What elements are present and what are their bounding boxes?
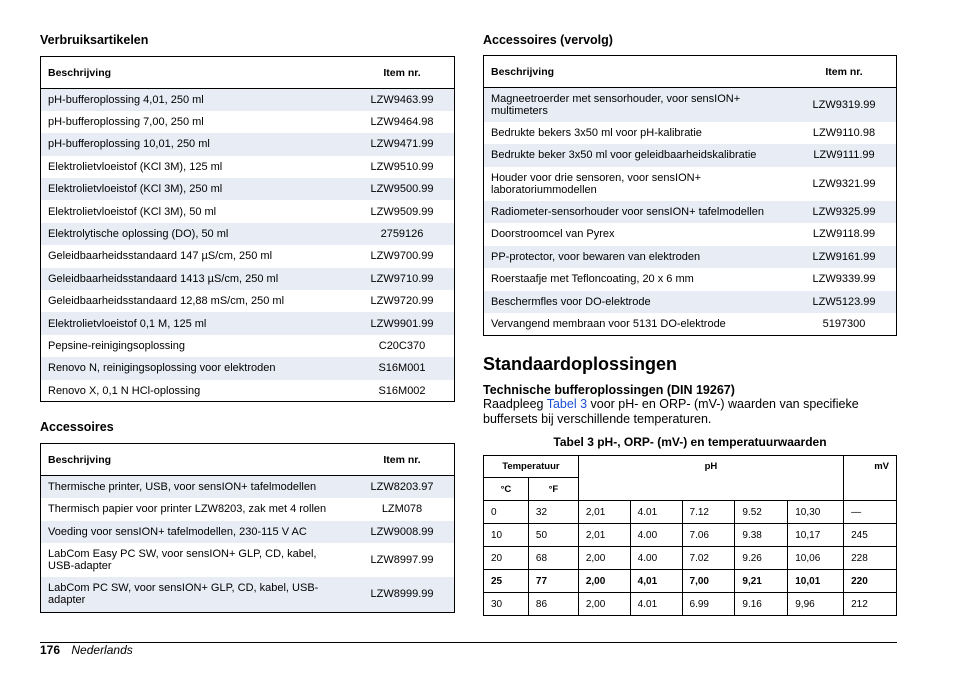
item-number: LZW9339.99 <box>812 273 876 286</box>
accessories-cont-body <box>484 88 897 336</box>
item-number: LZW9700.99 <box>370 250 434 263</box>
accessories-cont-table <box>483 55 897 336</box>
item-number: S16M002 <box>350 380 455 402</box>
ph-table-cell: 32 <box>528 501 578 524</box>
ph-table-row <box>484 547 897 570</box>
item-number: LZW9463.99 <box>370 93 434 106</box>
item-description: LabCom Easy PC SW, voor sensION+ GLP, CD, kabel, USB-adapter <box>48 548 317 572</box>
consumables-table <box>40 56 455 402</box>
table-row <box>41 245 455 267</box>
ph-table-cell: 7,00 <box>682 570 735 593</box>
item-description: LabCom PC SW, voor sensION+ GLP, CD, kabel, USB-adapter <box>41 577 351 612</box>
ph-table-cell: 20 <box>484 547 529 570</box>
accessories-table <box>40 443 455 613</box>
ph-table-cell: 9.26 <box>735 547 788 570</box>
ph-table-cell: 2,00 <box>578 570 630 593</box>
para-text-after: voor pH- en ORP- (mV-) waarden van specifieke buffersets bij verschillende temperaturen. <box>483 397 859 426</box>
ph-table-cell: 2,00 <box>578 547 630 570</box>
ph-table-cell: 4,01 <box>630 570 682 593</box>
ph-table-row <box>484 593 897 616</box>
ph-table-cell: 9,21 <box>735 570 788 593</box>
item-description: Magneetroerder met sensorhouder, voor sensION+ multimeters <box>491 92 741 117</box>
ph-table-cell: 10 <box>484 524 529 547</box>
item-number: LZM078 <box>381 503 423 516</box>
accessories-cont-heading: Accessoires (vervolg) <box>483 33 613 47</box>
table-row <box>484 291 897 314</box>
ph-table-cell: 4.00 <box>630 524 682 547</box>
ph-table-cell: 4.01 <box>630 593 682 616</box>
table-row <box>41 577 455 612</box>
item-number: C20C370 <box>378 339 426 352</box>
table-row <box>41 89 455 111</box>
ph-table-cell: 228 <box>844 547 897 570</box>
table-row <box>41 476 455 499</box>
item-description: pH-bufferoplossing 10,01, 250 ml <box>48 138 210 151</box>
table-header-row <box>41 57 455 89</box>
item-description: Doorstroomcel van Pyrex <box>491 228 615 241</box>
ph-table-cell: 9.38 <box>735 524 788 547</box>
item-number: LZW5123.99 <box>812 295 876 308</box>
item-number: LZW9111.99 <box>813 149 875 162</box>
table-row <box>484 144 897 167</box>
item-description: Renovo N, reinigingsoplossing voor elektroden <box>48 362 276 375</box>
item-number: LZW9319.99 <box>812 98 876 111</box>
ph-table-cell: 9.16 <box>735 593 788 616</box>
table-3-link[interactable]: Tabel 3 <box>546 397 588 411</box>
item-description: pH-bufferoplossing 4,01, 250 ml <box>48 93 204 106</box>
ph-table-row <box>484 570 897 593</box>
section-title: Standaardoplossingen <box>483 354 678 374</box>
col-item-header: Item nr. <box>792 56 897 88</box>
ph-table-row <box>484 524 897 547</box>
item-number: LZW9510.99 <box>370 160 434 173</box>
item-number: LZW9161.99 <box>812 250 876 263</box>
table-row <box>484 201 897 224</box>
table-row <box>484 223 897 246</box>
ph-table-cell: 4.00 <box>630 547 682 570</box>
table-row <box>41 178 455 200</box>
item-description: Thermische printer, USB, voor sensION+ tafelmodellen <box>48 481 317 493</box>
table-row <box>41 133 455 155</box>
item-number: LZW9901.99 <box>370 317 434 330</box>
ph-header: pH <box>578 456 843 501</box>
footer-language: Nederlands <box>71 643 133 657</box>
ph-table-cell: 25 <box>484 570 529 593</box>
para-text-before: Raadpleeg <box>483 397 547 411</box>
fahrenheit-header: °F <box>528 478 578 501</box>
item-description: Voeding voor sensION+ tafelmodellen, 230-115 V AC <box>48 525 307 538</box>
table-row <box>41 357 455 379</box>
ph-table-cell: 6.99 <box>682 593 735 616</box>
mv-header: mV <box>844 456 897 501</box>
item-description: Geleidbaarheidsstandaard 12,88 mS/cm, 250 ml <box>48 295 285 308</box>
ph-body <box>484 501 897 616</box>
ph-table <box>483 455 897 616</box>
item-description: Pepsine-reinigingsoplossing <box>48 339 185 352</box>
item-number: LZW8999.99 <box>350 577 455 612</box>
ph-table-cell: 7.06 <box>682 524 735 547</box>
col-description-header: Beschrijving <box>484 56 793 88</box>
ph-table-cell: 2,01 <box>578 501 630 524</box>
item-description: Elektrolietvloeistof 0,1 M, 125 ml <box>48 317 207 330</box>
ph-table-cell: — <box>844 501 897 524</box>
ph-table-cell: 7.12 <box>682 501 735 524</box>
col-item-header: Item nr. <box>350 57 455 89</box>
table-row <box>484 122 897 145</box>
table-row <box>484 268 897 291</box>
item-description: Elektrolietvloeistof (KCl 3M), 125 ml <box>48 160 223 173</box>
ph-table-cell: 212 <box>844 593 897 616</box>
item-description: PP-protector, voor bewaren van elektroden <box>491 250 701 263</box>
ph-table-cell: 30 <box>484 593 529 616</box>
ph-table-cell: 2,01 <box>578 524 630 547</box>
table-row <box>484 313 897 336</box>
col-description-header: Beschrijving <box>41 57 351 89</box>
table-row <box>484 167 897 201</box>
table-row <box>41 268 455 290</box>
item-number: LZW9118.99 <box>812 228 876 241</box>
item-description: Houder voor drie sensoren, voor sensION+ laboratoriummodellen <box>491 171 702 196</box>
col-item-header: Item nr. <box>350 444 455 476</box>
ph-table-row <box>484 501 897 524</box>
ph-table-cell: 9.52 <box>735 501 788 524</box>
ph-table-cell: 245 <box>844 524 897 547</box>
item-description: Renovo X, 0,1 N HCl-oplossing <box>41 380 351 402</box>
item-number: LZW9110.98 <box>812 126 876 139</box>
item-description: pH-bufferoplossing 7,00, 250 ml <box>48 116 204 129</box>
item-description: Vervangend membraan voor 5131 DO-elektrode <box>484 313 793 336</box>
item-number: LZW9500.99 <box>370 183 434 196</box>
table-row <box>41 498 455 521</box>
ph-table-cell: 50 <box>528 524 578 547</box>
item-number: S16M001 <box>378 362 426 375</box>
table-row <box>41 335 455 357</box>
item-number: LZW9321.99 <box>812 177 876 190</box>
item-number: LZW8203.97 <box>370 481 434 493</box>
ph-table-cell: 86 <box>528 593 578 616</box>
table-row <box>41 380 455 402</box>
table-row <box>41 312 455 334</box>
table-row <box>41 200 455 222</box>
ph-table-cell: 0 <box>484 501 529 524</box>
item-number: LZW9710.99 <box>370 272 434 285</box>
item-description: Beschermfles voor DO-elektrode <box>491 295 651 308</box>
temperature-header: Temperatuur <box>484 456 579 478</box>
item-number: LZW9464.98 <box>370 116 434 129</box>
item-number: LZW9720.99 <box>370 295 434 308</box>
item-number: LZW9008.99 <box>370 525 434 538</box>
table-row <box>41 521 455 544</box>
footer-rule <box>40 642 897 643</box>
item-description: Geleidbaarheidsstandaard 1413 µS/cm, 250 ml <box>48 272 279 285</box>
page-number: 176 <box>40 643 61 657</box>
ph-table-cell: 2,00 <box>578 593 630 616</box>
item-number: 2759126 <box>380 228 424 241</box>
table-caption: Tabel 3 pH-, ORP- (mV-) en temperatuurwaarden <box>553 435 827 449</box>
ph-table-cell: 68 <box>528 547 578 570</box>
consumables-heading: Verbruiksartikelen <box>40 33 149 47</box>
item-number: LZW8997.99 <box>370 554 434 566</box>
ph-table-cell: 9,96 <box>788 593 844 616</box>
accessories-body <box>41 476 455 613</box>
item-description: Thermisch papier voor printer LZW8203, zak met 4 rollen <box>48 503 327 516</box>
item-description: Elektrolietvloeistof (KCl 3M), 50 ml <box>48 205 217 218</box>
item-number: 5197300 <box>792 313 897 336</box>
consumables-body <box>41 89 455 402</box>
table-row <box>41 111 455 133</box>
table-row <box>484 88 897 122</box>
buffer-paragraph <box>483 397 893 427</box>
item-number: LZW9325.99 <box>812 205 876 218</box>
table-row <box>41 156 455 178</box>
ph-table-cell: 4.01 <box>630 501 682 524</box>
footer <box>40 643 133 657</box>
table-row <box>41 223 455 245</box>
item-description: Elektrolytische oplossing (DO), 50 ml <box>48 228 229 241</box>
item-number: LZW9509.99 <box>370 205 434 218</box>
ph-table-cell: 10,01 <box>788 570 844 593</box>
item-description: Radiometer-sensorhouder voor sensION+ tafelmodellen <box>491 205 765 218</box>
ph-header-row <box>484 456 897 478</box>
buffer-subheading: Technische bufferoplossingen (DIN 19267) <box>483 383 735 397</box>
item-description: Elektrolietvloeistof (KCl 3M), 250 ml <box>48 183 223 196</box>
table-row <box>41 543 455 577</box>
ph-table-cell: 10,30 <box>788 501 844 524</box>
celsius-header: °C <box>484 478 529 501</box>
table-header-row <box>484 56 897 88</box>
item-number: LZW9471.99 <box>370 138 434 151</box>
ph-table-cell: 10,17 <box>788 524 844 547</box>
item-description: Bedrukte bekers 3x50 ml voor pH-kalibratie <box>491 126 702 139</box>
accessories-heading: Accessoires <box>40 420 114 434</box>
col-description-header: Beschrijving <box>41 444 351 476</box>
item-description: Geleidbaarheidsstandaard 147 µS/cm, 250 ml <box>48 250 273 263</box>
item-description: Roerstaafje met Tefloncoating, 20 x 6 mm <box>491 273 694 286</box>
table-row <box>41 290 455 312</box>
ph-table-cell: 77 <box>528 570 578 593</box>
table-row <box>484 246 897 269</box>
table-header-row <box>41 444 455 476</box>
ph-table-cell: 10,06 <box>788 547 844 570</box>
ph-table-cell: 7.02 <box>682 547 735 570</box>
ph-table-cell: 220 <box>844 570 897 593</box>
item-description: Bedrukte beker 3x50 ml voor geleidbaarheidskalibratie <box>491 149 757 162</box>
